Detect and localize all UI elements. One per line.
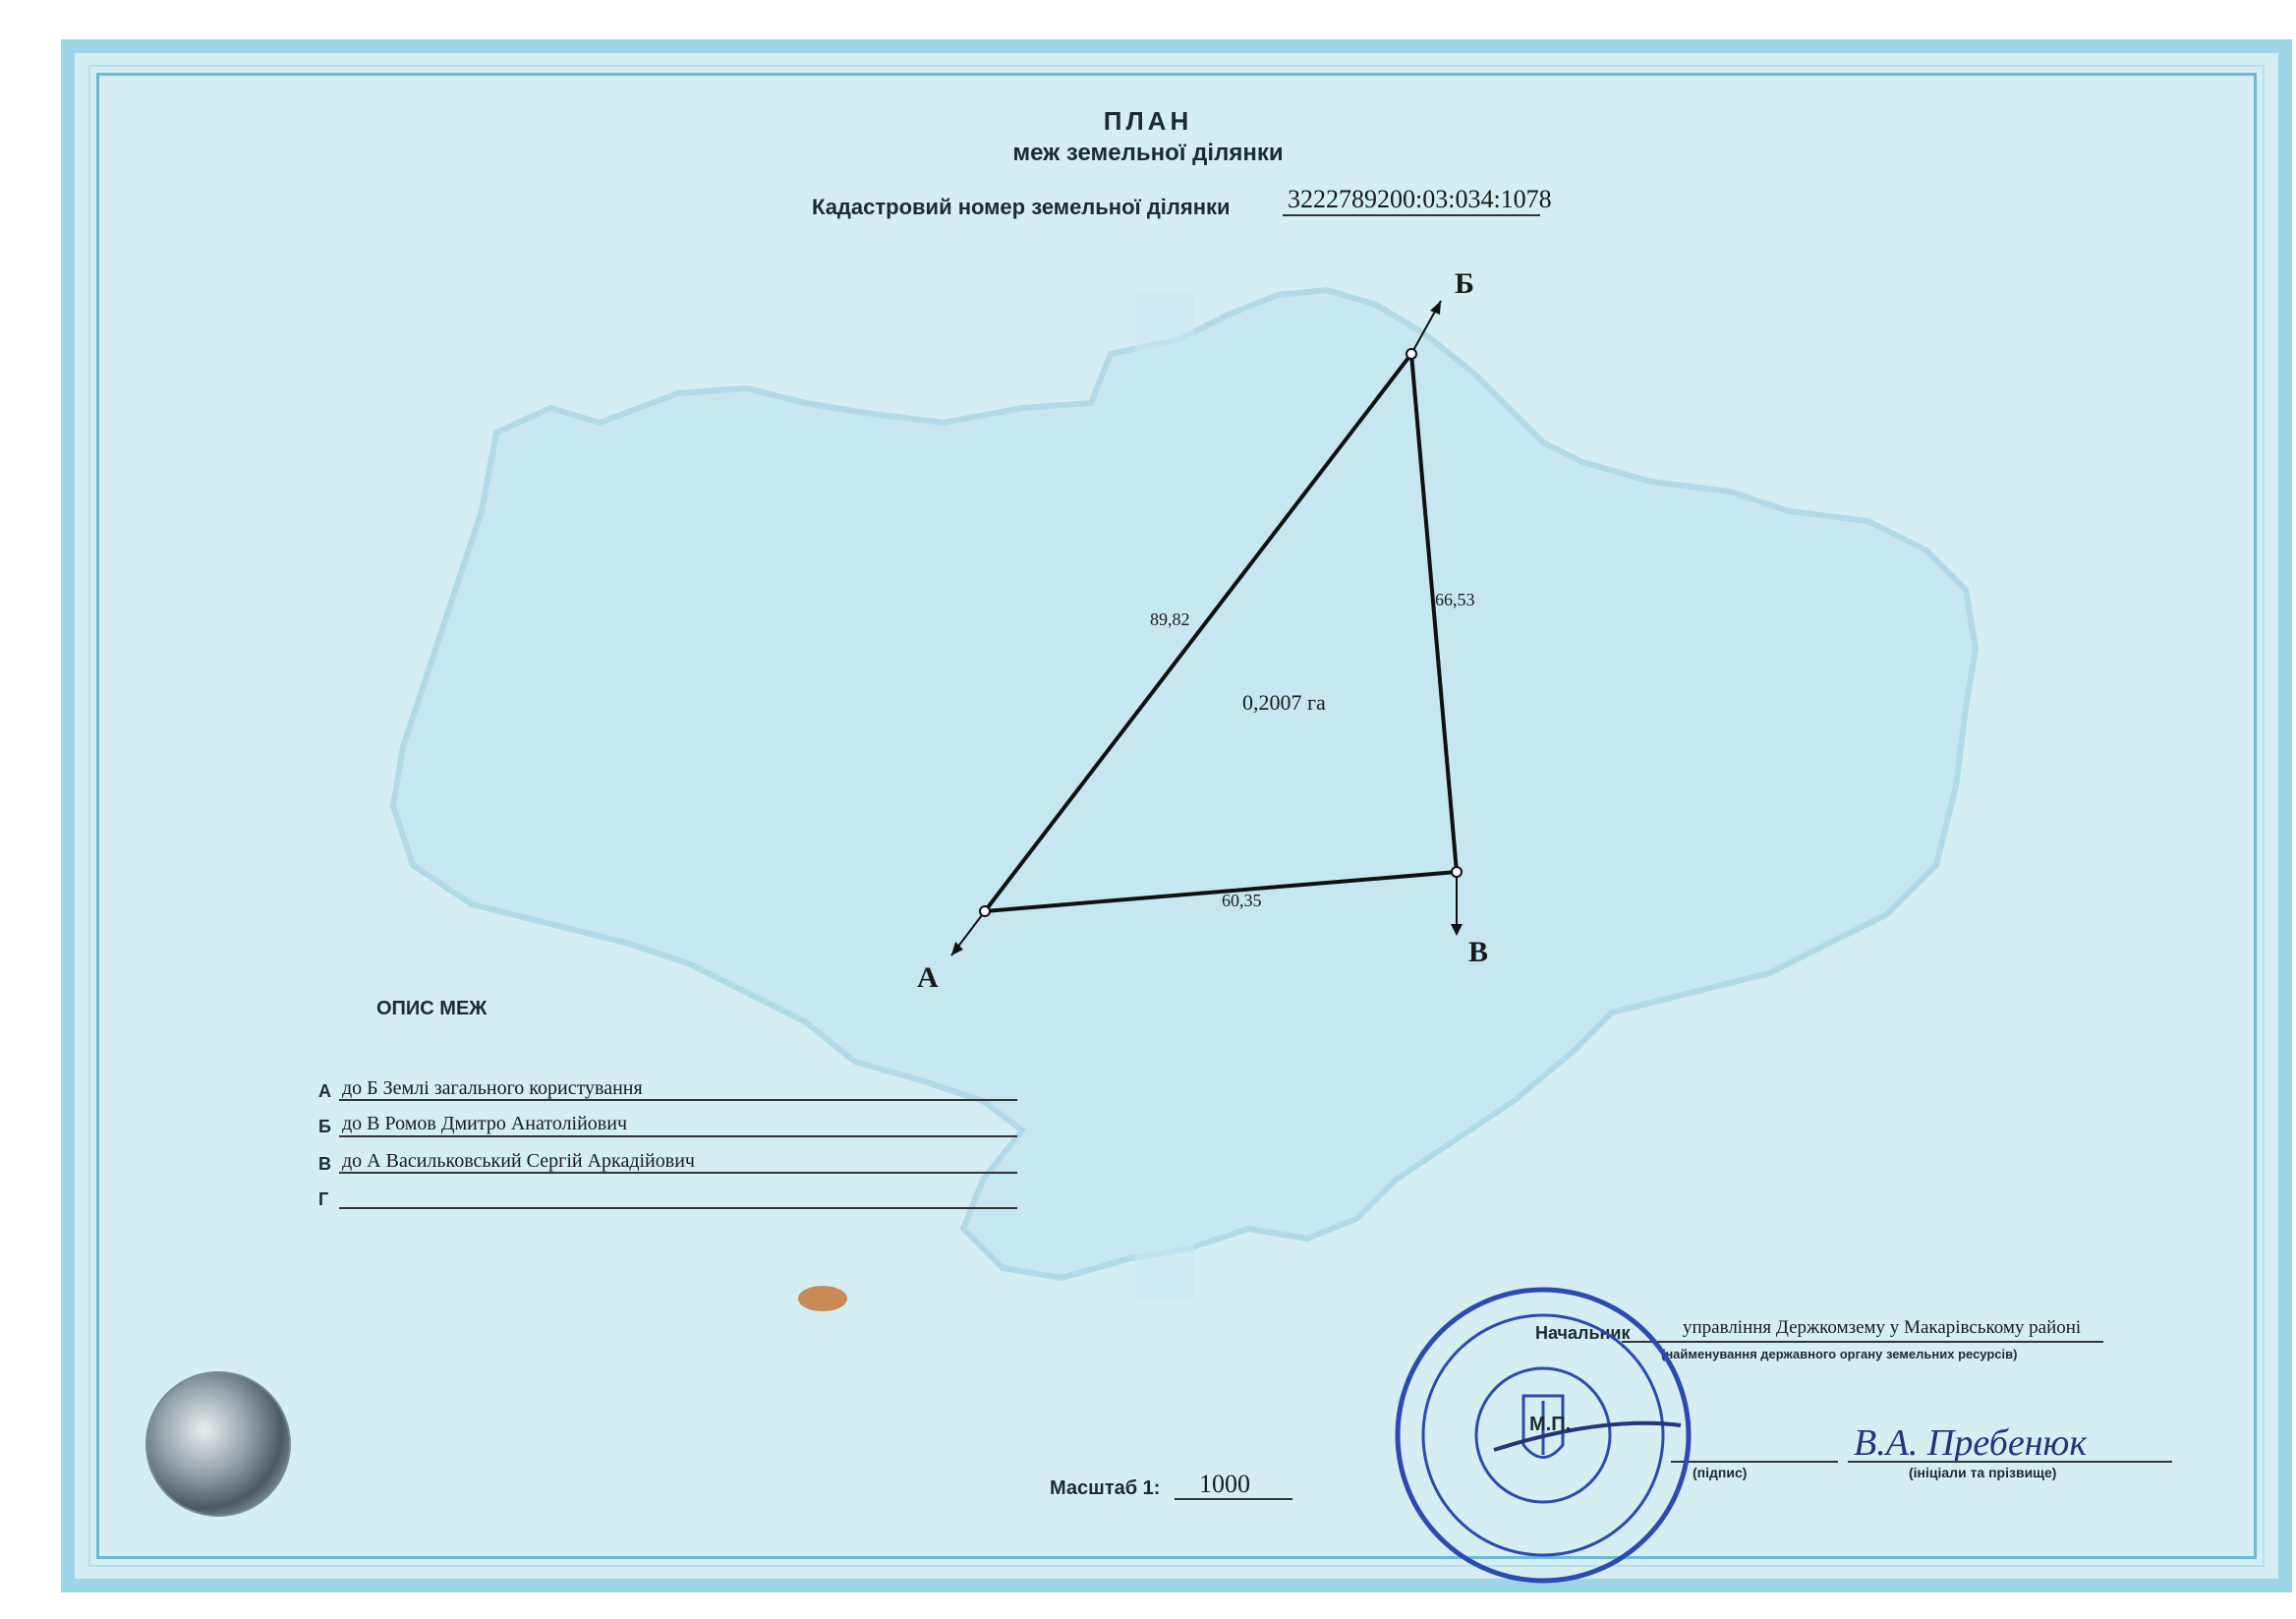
cadastral-number-value: 3222789200:03:034:1078 (1288, 185, 1552, 213)
boundary-row-underline (339, 1099, 1017, 1101)
vertex-v-marker (1452, 867, 1462, 877)
scale-value: 1000 (1199, 1470, 1250, 1498)
hologram-seal (145, 1371, 291, 1517)
page-title: ПЛАН (1103, 106, 1193, 136)
vertex-b-marker (1406, 349, 1416, 359)
signature-caption: (підпис) (1693, 1465, 1748, 1480)
paper-stain (798, 1286, 847, 1311)
stamp-mp-label: М.П. (1529, 1414, 1572, 1435)
boundary-row-text: до А Васильковський Сергій Аркадійович (342, 1150, 695, 1172)
boundary-row-letter: А (318, 1081, 331, 1101)
page-subtitle: меж земельної ділянки (1012, 140, 1284, 166)
vertex-v-label: В (1468, 936, 1489, 968)
signatory-role: Начальник (1535, 1323, 1631, 1343)
scale-label: Масштаб 1: (1050, 1477, 1161, 1499)
side-bv-length: 66,53 (1435, 590, 1475, 609)
plot-boundary (985, 354, 1457, 911)
name-caption: (ініціали та прізвище) (1909, 1465, 2057, 1480)
signatory-name: В.А. Пребенюк (1854, 1422, 2088, 1464)
boundary-row-letter: В (318, 1154, 331, 1174)
side-ab-length: 89,82 (1150, 609, 1190, 629)
organization-caption: (найменування державного органу земельних ресурсів) (1661, 1347, 2018, 1361)
plot-area: 0,2007 га (1242, 690, 1326, 715)
cadastral-number-label: Кадастровий номер земельної ділянки (812, 195, 1231, 219)
scale-underline (1175, 1498, 1292, 1500)
vertex-a-marker (980, 906, 990, 916)
boundary-row-underline (339, 1207, 1017, 1209)
side-va-length: 60,35 (1222, 891, 1262, 910)
boundary-row-text: до В Ромов Дмитро Анатолійович (342, 1113, 628, 1134)
boundary-row-text: до Б Землі загального користування (342, 1077, 643, 1099)
boundaries-heading: ОПИС МЕЖ (376, 998, 488, 1019)
name-underline (1848, 1461, 2172, 1463)
organization-name: управління Держкомзему у Макарівському районі (1683, 1317, 2082, 1338)
boundary-row-letter: Б (318, 1117, 331, 1136)
boundary-row-letter: Г (318, 1189, 329, 1209)
vertex-b-label: Б (1455, 267, 1474, 300)
boundary-row-underline (339, 1172, 1017, 1174)
vertex-a-label: А (917, 961, 939, 994)
boundary-row-underline (339, 1135, 1017, 1137)
